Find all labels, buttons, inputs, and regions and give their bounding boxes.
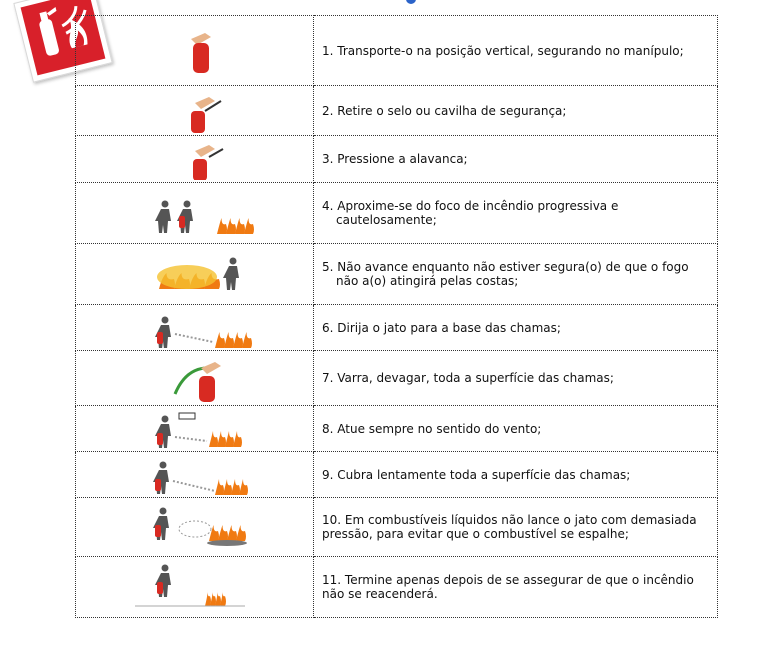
step-text-label: 10. Em combustíveis líquidos não lance o jato com demasiada pressão, para evitar que o combustível se espalhe; <box>322 513 697 541</box>
step-text-label: 2. Retire o selo ou cavilha de segurança; <box>322 103 567 118</box>
step-text <box>314 452 718 498</box>
hand-pressing-lever-icon <box>76 136 314 183</box>
step-text <box>314 136 718 183</box>
person-covering-flames-icon <box>76 452 314 498</box>
step-row <box>76 557 718 618</box>
step-text <box>314 86 718 136</box>
step-text-label: 5. Não avance enquanto não estiver segura(o) de que o fogo não a(o) atingirá pelas costas; <box>322 260 689 288</box>
step-text <box>314 16 718 86</box>
step-text-label: 11. Termine apenas depois de se assegurar de que o incêndio não se reacenderá. <box>322 573 694 601</box>
person-watching-embers-icon <box>76 557 314 618</box>
extinguisher-steps-table <box>75 15 718 618</box>
step-row <box>76 305 718 351</box>
person-spraying-with-wind-icon <box>76 406 314 452</box>
step-row <box>76 498 718 557</box>
step-text-label: 3. Pressione a alavanca; <box>322 152 468 166</box>
step-row <box>76 351 718 406</box>
step-text <box>314 351 718 406</box>
step-row <box>76 406 718 452</box>
step-text <box>314 305 718 351</box>
step-row <box>76 16 718 86</box>
person-running-from-fire-icon <box>76 244 314 305</box>
step-row <box>76 244 718 305</box>
step-text <box>314 406 718 452</box>
step-text <box>314 244 718 305</box>
step-text <box>314 498 718 557</box>
step-text-label: 4. Aproxime-se do foco de incêndio progressiva e cautelosamente; <box>322 199 619 227</box>
step-text-label: 8. Atue sempre no sentido do vento; <box>322 421 542 436</box>
step-text <box>314 557 718 618</box>
page-marker <box>406 0 416 4</box>
step-text-label: 7. Varra, devagar, toda a superfície das chamas; <box>322 371 614 385</box>
step-text-label: 1. Transporte-o na posição vertical, segurando no manípulo; <box>322 43 684 58</box>
person-approaching-fire-icon <box>76 183 314 244</box>
person-spraying-liquid-fire-icon <box>76 498 314 557</box>
person-spraying-fire-base-icon <box>76 305 314 351</box>
step-text-label: 9. Cubra lentamente toda a superfície das chamas; <box>322 467 631 482</box>
step-row <box>76 136 718 183</box>
sweeping-nozzle-icon <box>76 351 314 406</box>
hand-carrying-extinguisher-icon <box>76 16 314 86</box>
step-row <box>76 86 718 136</box>
step-text <box>314 183 718 244</box>
hand-pulling-pin-icon <box>76 86 314 136</box>
step-row <box>76 183 718 244</box>
step-row <box>76 452 718 498</box>
step-text-label: 6. Dirija o jato para a base das chamas; <box>322 320 561 335</box>
